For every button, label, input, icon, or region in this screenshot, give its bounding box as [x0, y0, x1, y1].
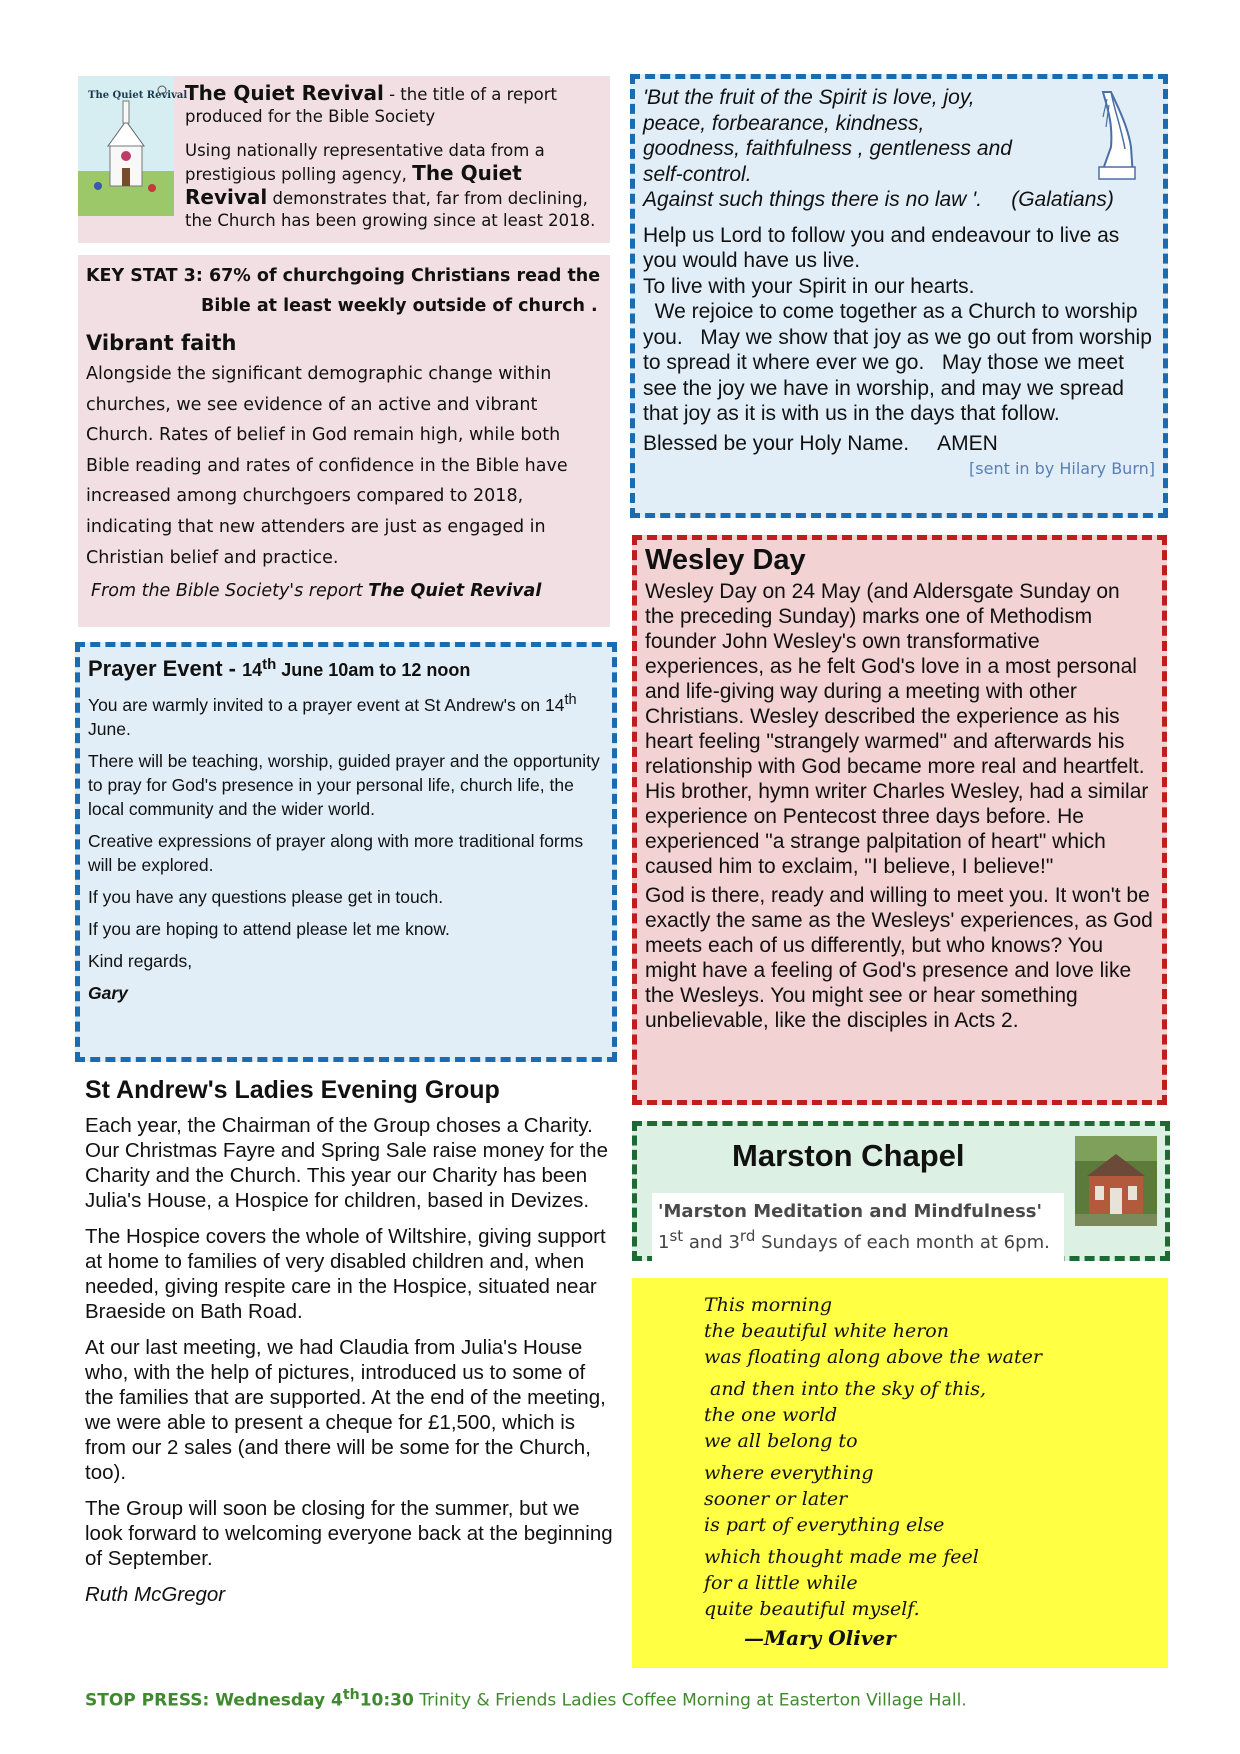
wesley-day-p2: God is there, ready and willing to meet you. It won't be exactly the same as the Wesleys' experiences, as God meets each of us differently, but who knows? You might have a feeling of God's presence and love like the Wesleys. You might see or hear something unbelievable, like the disciples in Acts 2.	[645, 884, 1153, 1032]
quote-line-1: 'But the fruit of the Spirit is love, joy,	[643, 86, 975, 109]
prayer-signature: [sent in by Hilary Burn]	[969, 459, 1155, 478]
fruit-spirit-panel	[630, 74, 1168, 518]
poem-line: and then into the sky of this,	[704, 1378, 987, 1400]
prayer-event-panel	[75, 642, 617, 1062]
quiet-revival-p2a: Using nationally representative data from a prestigious polling agency,	[185, 141, 545, 184]
prayer-event-p1a: You are warmly invited to a prayer event at St Andrew's on 14	[88, 694, 565, 715]
ladies-group-p3: At our last meeting, we had Claudia from Julia's House who, with the help of pictures, introduced us to some of the families that are supported. At the end of the meeting, we were able to present a cheque for £1,500, which is from our 2 sales (and there will be some for the Church, too).	[85, 1336, 606, 1484]
poem-line: we all belong to	[704, 1430, 858, 1452]
ladies-group-p1: Each year, the Chairman of the Group choses a Charity. Our Christmas Fayre and Spring Sale raise money for the Charity and the Church. This year our Charity has been Julia's House, a Hospice for children, based in Devizes.	[85, 1114, 608, 1212]
schedule-2-sup: rd	[739, 1227, 756, 1245]
prayer-event-p1	[88, 688, 604, 741]
chapel-photo	[1075, 1136, 1157, 1226]
citation-prefix: From the Bible Society's report	[91, 581, 369, 602]
prayer-event-heading	[88, 653, 604, 682]
poem-line: the one world	[704, 1404, 838, 1426]
prayer-event-title: Prayer Event -	[88, 656, 243, 681]
schedule-1-sup: st	[669, 1227, 684, 1245]
poem-line: quite beautiful myself.	[704, 1598, 920, 1620]
quiet-revival-title: The Quiet Revival	[185, 81, 384, 105]
poem-panel	[632, 1278, 1168, 1668]
marston-chapel-title: Marston Chapel	[732, 1138, 965, 1173]
schedule-1: 1	[658, 1232, 670, 1253]
schedule-2: and 3	[683, 1232, 740, 1253]
quiet-revival-text	[185, 82, 604, 232]
quote-line-4: self-control.	[643, 162, 752, 186]
stop-press-label: STOP PRESS: Wednesday 4	[85, 1690, 343, 1711]
quiet-revival-subtitle: - the title of a report produced for the Bible Society	[185, 85, 558, 126]
prayer-body-4: Blessed be your Holy Name. AMEN	[643, 431, 998, 455]
poem-line: is part of everything else	[704, 1514, 945, 1536]
prayer-event-date-a: 14	[242, 660, 263, 680]
report-cover-image	[78, 76, 188, 216]
prayer-body-3: We rejoice to come together as a Church to worship you. May we show that joy as we go out from worship to spread it where ever we go. May those we meet see the joy we have in worship, and may we spread that joy as it is with us in the days that follow.	[643, 300, 1158, 425]
prayer-event-p3: Creative expressions of prayer along with more traditional forms will be explored.	[88, 830, 584, 875]
ladies-group-p4: The Group will soon be closing for the summer, but we look forward to welcoming everyone back at the beginning of September.	[85, 1497, 613, 1570]
quiet-revival-p2c: demonstrates that, far from declining, the Church has been growing since at least 2018.	[185, 189, 596, 230]
key-stat-line-1: KEY STAT 3: 67% of churchgoing Christians read the	[86, 266, 601, 286]
poem-line: This morning	[704, 1294, 833, 1316]
ladies-group-section	[85, 1072, 615, 1618]
poem-line: for a little while	[704, 1572, 858, 1594]
stop-press-text: Trinity & Friends Ladies Coffee Morning at Easterton Village Hall.	[413, 1690, 967, 1711]
wesley-day-p1: Wesley Day on 24 May (and Aldersgate Sunday on the preceding Sunday) marks one of Methodism founder John Wesley's own transformative experiences, as he felt God's love in a most personal and life-giving way during a meeting with other Christians. Wesley described the experience as his heart feeling "strangely warmed" and afterwards his relationship with God became more real and heartfelt. His brother, hymn writer Charles Wesley, had a similar experience on Pentecost three days before. He experienced "a strange palpitation of heart" which caused him to exclaim, "I believe, I believe!"	[645, 580, 1149, 878]
marston-subtitle: 'Marston Meditation and Mindfulness'	[658, 1201, 1043, 1222]
poem-line: where everything	[704, 1462, 874, 1484]
prayer-event-p4: If you have any questions please get in touch.	[88, 886, 444, 907]
prayer-event-date-sup: th	[262, 656, 277, 673]
poem-lines	[704, 1292, 1042, 1622]
citation-title: The Quiet Revival	[368, 581, 542, 602]
wesley-day-panel	[632, 535, 1167, 1105]
cover-title: The Quiet Revival	[88, 90, 188, 101]
poem-author: —Mary Oliver	[744, 1626, 896, 1650]
stop-press-sup: th	[342, 1687, 360, 1703]
poem-line: which thought made me feel	[704, 1546, 979, 1568]
prayer-event-p1b: June.	[88, 718, 131, 739]
marston-schedule	[658, 1224, 1058, 1255]
ladies-group-title: St Andrew's Ladies Evening Group	[85, 1076, 500, 1104]
poem-line: the beautiful white heron	[704, 1320, 949, 1342]
schedule-3: Sundays of each month at 6pm.	[755, 1232, 1050, 1253]
prayer-event-date-b: June 10am to 12 noon	[276, 660, 471, 680]
wesley-day-title: Wesley Day	[645, 544, 806, 576]
prayer-event-p1-sup: th	[564, 692, 577, 708]
prayer-body-2: To live with your Spirit in our hearts.	[643, 274, 975, 298]
prayer-event-p6: Kind regards,	[88, 950, 193, 971]
prayer-event-signature: Gary	[88, 982, 128, 1003]
vibrant-faith-heading: Vibrant faith	[86, 331, 237, 355]
quote-line-3: goodness, faithfulness , gentleness and	[643, 137, 1012, 160]
ladies-group-signature: Ruth McGregor	[85, 1583, 226, 1606]
quiet-revival-panel	[78, 76, 610, 243]
quote-line-5: Against such things there is no law '. (Galatians)	[643, 188, 1114, 211]
quote-line-2: peace, forbearance, kindness,	[643, 111, 925, 135]
stop-press-time: 10:30	[359, 1690, 414, 1711]
ladies-group-p2: The Hospice covers the whole of Wiltshire, giving support at home to families of very disabled children and, when needed, giving respite care in the Hospice, situated near Braeside on Bath Road.	[85, 1225, 606, 1323]
galatians-quote	[643, 85, 1114, 213]
marston-chapel-panel	[632, 1121, 1170, 1261]
prayer-event-p5: If you are hoping to attend please let me know.	[88, 918, 450, 939]
stop-press	[85, 1687, 1185, 1711]
poem-line: was floating along above the water	[704, 1346, 1042, 1368]
quiet-revival-p2b: The Quiet Revival	[185, 161, 522, 209]
key-stat-panel	[78, 255, 610, 627]
vibrant-faith-citation	[86, 581, 602, 601]
prayer-event-date	[242, 656, 471, 680]
key-stat-line-2: Bible at least weekly outside of church .	[201, 296, 598, 316]
praying-hands-icon	[1073, 87, 1153, 182]
marston-chapel-details	[652, 1193, 1064, 1261]
poem-line: sooner or later	[704, 1488, 848, 1510]
prayer-event-p2: There will be teaching, worship, guided prayer and the opportunity to pray for God's presence in your personal life, church life, the local community and the wider world.	[88, 750, 600, 819]
vibrant-faith-body: Alongside the significant demographic change within churches, we see evidence of an active and vibrant Church. Rates of belief in God remain high, while both Bible reading and rates of confidence in the Bible have increased among churchgoers compared to 2018, indicating that new attenders are just as engaged in Christian belief and practice.	[86, 364, 568, 568]
prayer-body-1: Help us Lord to follow you and endeavour to live as you would have us live.	[643, 223, 1120, 272]
